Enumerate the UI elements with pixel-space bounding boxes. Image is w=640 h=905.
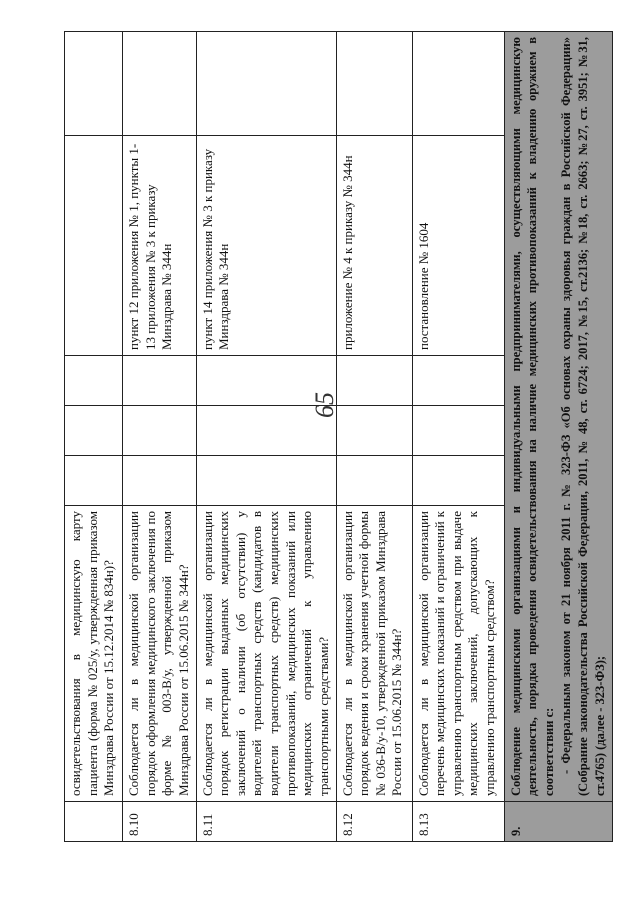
notes-cell [65, 32, 123, 136]
row-number: 8.11 [196, 802, 336, 842]
legal-reference: приложение № 4 к приказу № 344н [336, 136, 412, 356]
answer-cell-no [412, 406, 504, 456]
table-row [196, 32, 336, 842]
section-header-row [504, 32, 612, 842]
answer-cell-no [196, 406, 336, 456]
section-law-reference: - Федеральным законом от 21 ноября 2011 г. № 323-ФЗ «Об основах охраны здоровья граждан в Российской Федерации» (Собрание законодательства Российской Федерации, 2011, № 48, ст. 6724; 2017, №15, ст.2136; №18, ст. 2663; №27, ст. 3951; №31, ст.4765) (далее - 323-ФЗ); [559, 37, 607, 796]
answer-cell-no [65, 406, 123, 456]
notes-cell [123, 32, 197, 136]
page-number: 65 [310, 392, 339, 418]
table-row [123, 32, 197, 842]
answer-cell-no [123, 406, 197, 456]
answer-cell-na [65, 356, 123, 406]
legal-reference [65, 136, 123, 356]
row-number: 8.13 [412, 802, 504, 842]
answer-cell-yes [123, 456, 197, 506]
row-number: 8.12 [336, 802, 412, 842]
answer-cell-na [336, 356, 412, 406]
legal-reference: пункт 14 приложения № 3 к приказу Минздрава № 344н [196, 136, 336, 356]
notes-cell [336, 32, 412, 136]
table-row [336, 32, 412, 842]
answer-cell-na [412, 356, 504, 406]
row-number: 8.10 [123, 802, 197, 842]
answer-cell-yes [65, 456, 123, 506]
requirement-text: Соблюдается ли в медицинской организации перечень медицинских показаний и ограничений к управлению транспортным средством при выдаче медицинских заключений, допускающих к управлению транспортным средством? [412, 506, 504, 802]
table-row [412, 32, 504, 842]
legal-reference: постановление № 1604 [412, 136, 504, 356]
answer-cell-no [336, 406, 412, 456]
section-body [504, 32, 612, 802]
rotated-page-content [64, 32, 607, 842]
row-number [65, 802, 123, 842]
answer-cell-yes [336, 456, 412, 506]
answer-cell-na [123, 356, 197, 406]
section-number: 9. [504, 802, 612, 842]
requirement-text: Соблюдается ли в медицинской организации порядок ведения и сроки хранения учетной формы № 036-В/у-10, утвержденной приказом Минздрава России от 15.06.2015 № 344н? [336, 506, 412, 802]
table-row [65, 32, 123, 842]
requirement-text: Соблюдается ли в медицинской организации порядок регистрации выданных медицинских заключений о наличии (об отсутствии) у водителей транспортных средств (кандидатов в водители транспортных средств) медицинских противопоказаний, медицинских показаний или медицинских ограничений к управлению транспортными средствами? [196, 506, 336, 802]
answer-cell-yes [196, 456, 336, 506]
notes-cell [412, 32, 504, 136]
answer-cell-yes [412, 456, 504, 506]
section-title: Соблюдение медицинскими организациями и индивидуальными предпринимателями, осуществляющими медицинскую деятельность, порядка проведения освидетельствования на наличие медицинских противопоказаний к владению оружием в соответствии с: [508, 37, 557, 796]
requirement-text: Соблюдается ли в медицинской организации порядок оформления медицинского заключения по форме № 003-В/у, утвержденной приказом Минздрава России от 15.06.2015 № 344н? [123, 506, 197, 802]
legal-reference: пункт 12 приложения № 1, пункты 1-13 приложения № 3 к приказу Минздрава № 344н [123, 136, 197, 356]
notes-cell [196, 32, 336, 136]
checklist-table [64, 31, 613, 842]
requirement-text: освидетельствования в медицинскую карту пациента (форма № 025/у, утвержденная приказом Минздрава России от 15.12.2014 № 834н)? [65, 506, 123, 802]
answer-cell-na [196, 356, 336, 406]
